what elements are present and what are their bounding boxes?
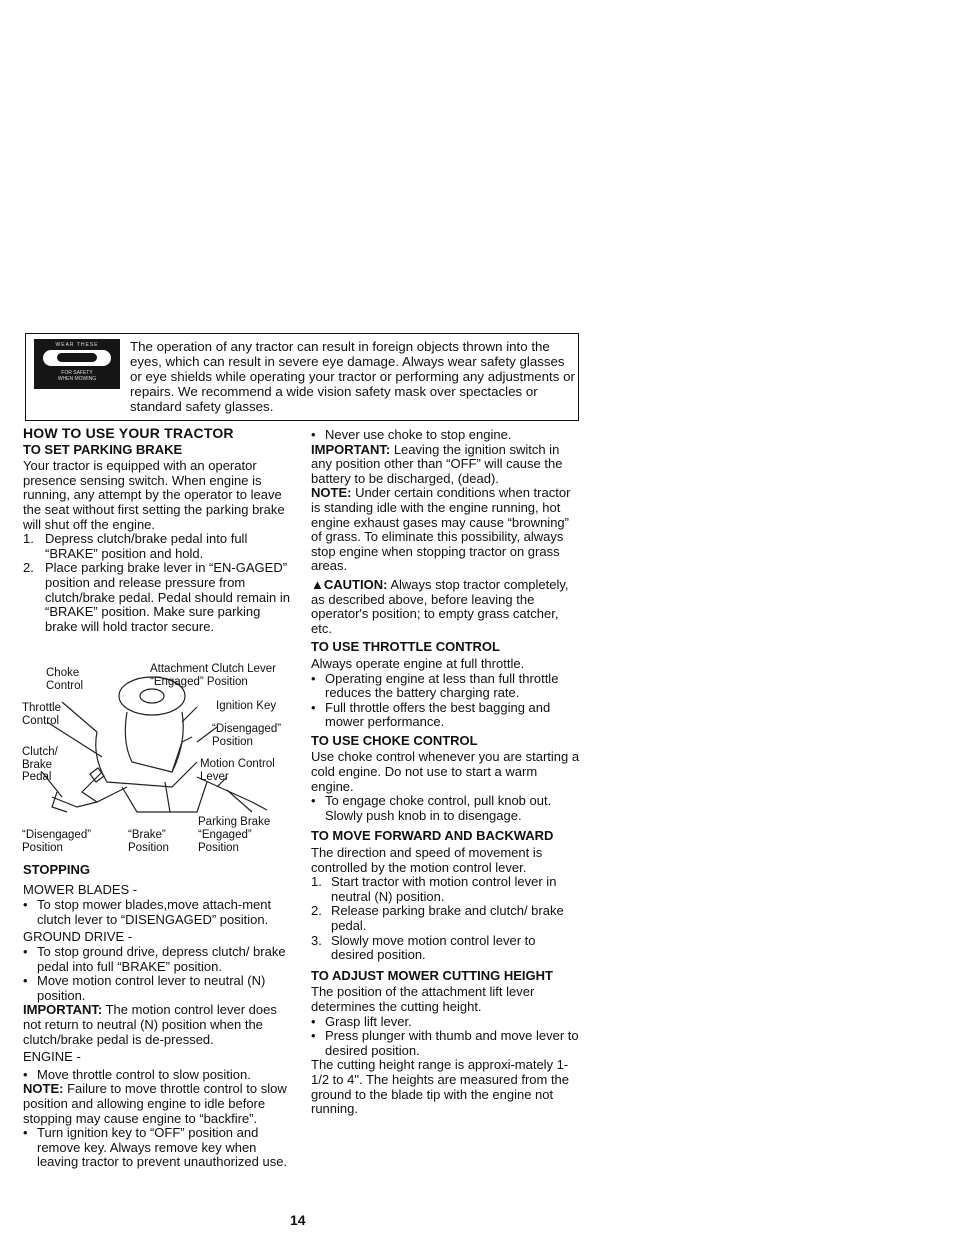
ignition-key-label: Ignition Key (216, 700, 277, 712)
throttle-intro: Always operate engine at full throttle. (311, 655, 525, 671)
warning-text: The operation of any tractor can result in foreign objects thrown into the eyes, which can result in severe eye damage. Always wear safety glasses or eye shields while operating your tractor or performing any adjustments or repairs. We recommend a wide vision safety mask over spectacles or standard safety glasses. (130, 339, 575, 414)
tractor-controls-diagram (22, 662, 297, 862)
brake-position-label: “Brake” Position (128, 829, 169, 854)
list-item: 2. Release parking brake and clutch/ brake pedal. (311, 903, 564, 933)
important-note: IMPORTANT: The motion control lever does not return to neutral (N) position when the clutch/brake pedal is de-pressed. (23, 1002, 277, 1047)
disengaged-position-label: “Disengaged” Position (22, 829, 92, 854)
important-note: IMPORTANT: Leaving the ignition switch in any position other than “OFF” will cause the battery to be discharged, (dead). (311, 441, 563, 486)
list-item: • Grasp lift lever. (311, 1013, 412, 1029)
note: NOTE: Under certain conditions when tractor is standing idle with the engine running, hot engine exhaust gases may cause “browning” of grass. To eliminate this possibility, always stop engine when stopping tractor on grass areas. (311, 485, 571, 574)
clutch-brake-pedal-label: Clutch/ Brake Pedal (22, 746, 58, 783)
stopping-section (23, 863, 291, 1170)
list-item: • Never use choke to stop engine. (311, 427, 512, 442)
list-item: • To stop mower blades,move attach-ment clutch lever to “DISENGAGED” position. (23, 897, 272, 927)
throttle-control-label: Throttle Control (22, 702, 61, 727)
caution-note: ▲CAUTION: Always stop tractor completely, as described above, before leaving the operator's position; to empty grass catcher, etc. (311, 576, 569, 636)
height-intro: The position of the attachment lift lever determines the cutting height. (311, 984, 535, 1014)
safety-glasses-icon (43, 350, 111, 366)
choke-heading: TO USE CHOKE CONTROL (311, 732, 478, 748)
list-item: 1. Depress clutch/brake pedal into full “BRAKE” position and hold. (23, 531, 248, 561)
warning-box (25, 333, 579, 421)
engaged-position-label: “Engaged” Position (198, 829, 252, 854)
list-item: 2. Place parking brake lever in “EN-GAGED” position and release pressure from clutch/brake pedal. Pedal should remain in “BRAKE” position. Make sure parking brake will hold tractor secure. (23, 560, 290, 634)
move-intro: The direction and speed of movement is controlled by the motion control lever. (311, 845, 543, 875)
move-heading: TO MOVE FORWARD AND BACKWARD (311, 828, 554, 844)
choke-control-label: Choke Control (46, 667, 84, 692)
list-item: • To engage choke control, pull knob out. Slowly push knob in to disengage. (311, 793, 552, 823)
disengaged-attachment-label: “Disengaged” Position (212, 723, 282, 748)
parking-intro: Your tractor is equipped with an operator presence sensing switch. When engine is running, any attempt by the operator to leave the seat without first setting the parking brake will shut off the engine. (23, 458, 285, 532)
warning-triangle-icon: ▲ (311, 576, 324, 592)
list-item: • Move motion control lever to neutral (N) position. (23, 973, 266, 1003)
list-item: 1. Start tractor with motion control lever in neutral (N) position. (311, 874, 557, 904)
safety-glasses-warning-icon: WEAR THESE FOR SAFETY WHEN MOWING (34, 339, 120, 389)
parking-brake-heading: TO SET PARKING BRAKE (23, 441, 183, 457)
height-outro: The cutting height range is approxi-mately 1-1/2 to 4". The heights are measured from the ground to the blade tip with the engine not running. (311, 1057, 570, 1117)
choke-intro: Use choke control whenever you are starting a cold engine. Do not use to start a warm engine. (311, 749, 580, 794)
page-number: 14 (290, 1212, 306, 1228)
attachment-clutch-label: Attachment Clutch Lever “Engaged” Position (150, 663, 276, 688)
height-heading: TO ADJUST MOWER CUTTING HEIGHT (311, 967, 553, 983)
motion-control-label: Motion Control Lever (200, 758, 275, 783)
mower-blades-heading: MOWER BLADES - (23, 881, 138, 897)
throttle-heading: TO USE THROTTLE CONTROL (311, 639, 500, 655)
list-item: • Full throttle offers the best bagging and mower performance. (311, 699, 551, 730)
ground-drive-heading: GROUND DRIVE - (23, 929, 133, 945)
right-column (311, 428, 581, 1117)
list-item: • Operating engine at less than full throttle reduces the battery charging rate. (311, 670, 559, 701)
parking-brake-label: Parking Brake (198, 816, 271, 828)
list-item: • Turn ignition key to “OFF” position and remove key. Always remove key when leaving tractor to prevent unauthorized use. (23, 1125, 288, 1170)
engine-heading: ENGINE - (23, 1049, 81, 1065)
list-item: 3. Slowly move motion control lever to desired position. (311, 932, 536, 963)
stopping-heading: STOPPING (23, 862, 90, 877)
list-item: • To stop ground drive, depress clutch/ brake pedal into full “BRAKE” position. (23, 943, 286, 974)
section-heading: HOW TO USE YOUR TRACTOR (23, 425, 234, 441)
list-item: • Move throttle control to slow position. (23, 1066, 251, 1082)
note: NOTE: Failure to move throttle control to slow position and allowing engine to idle before stopping may cause engine to “backfire”. (23, 1081, 287, 1126)
left-column (23, 426, 291, 634)
list-item: • Press plunger with thumb and move lever to desired position. (311, 1028, 579, 1058)
